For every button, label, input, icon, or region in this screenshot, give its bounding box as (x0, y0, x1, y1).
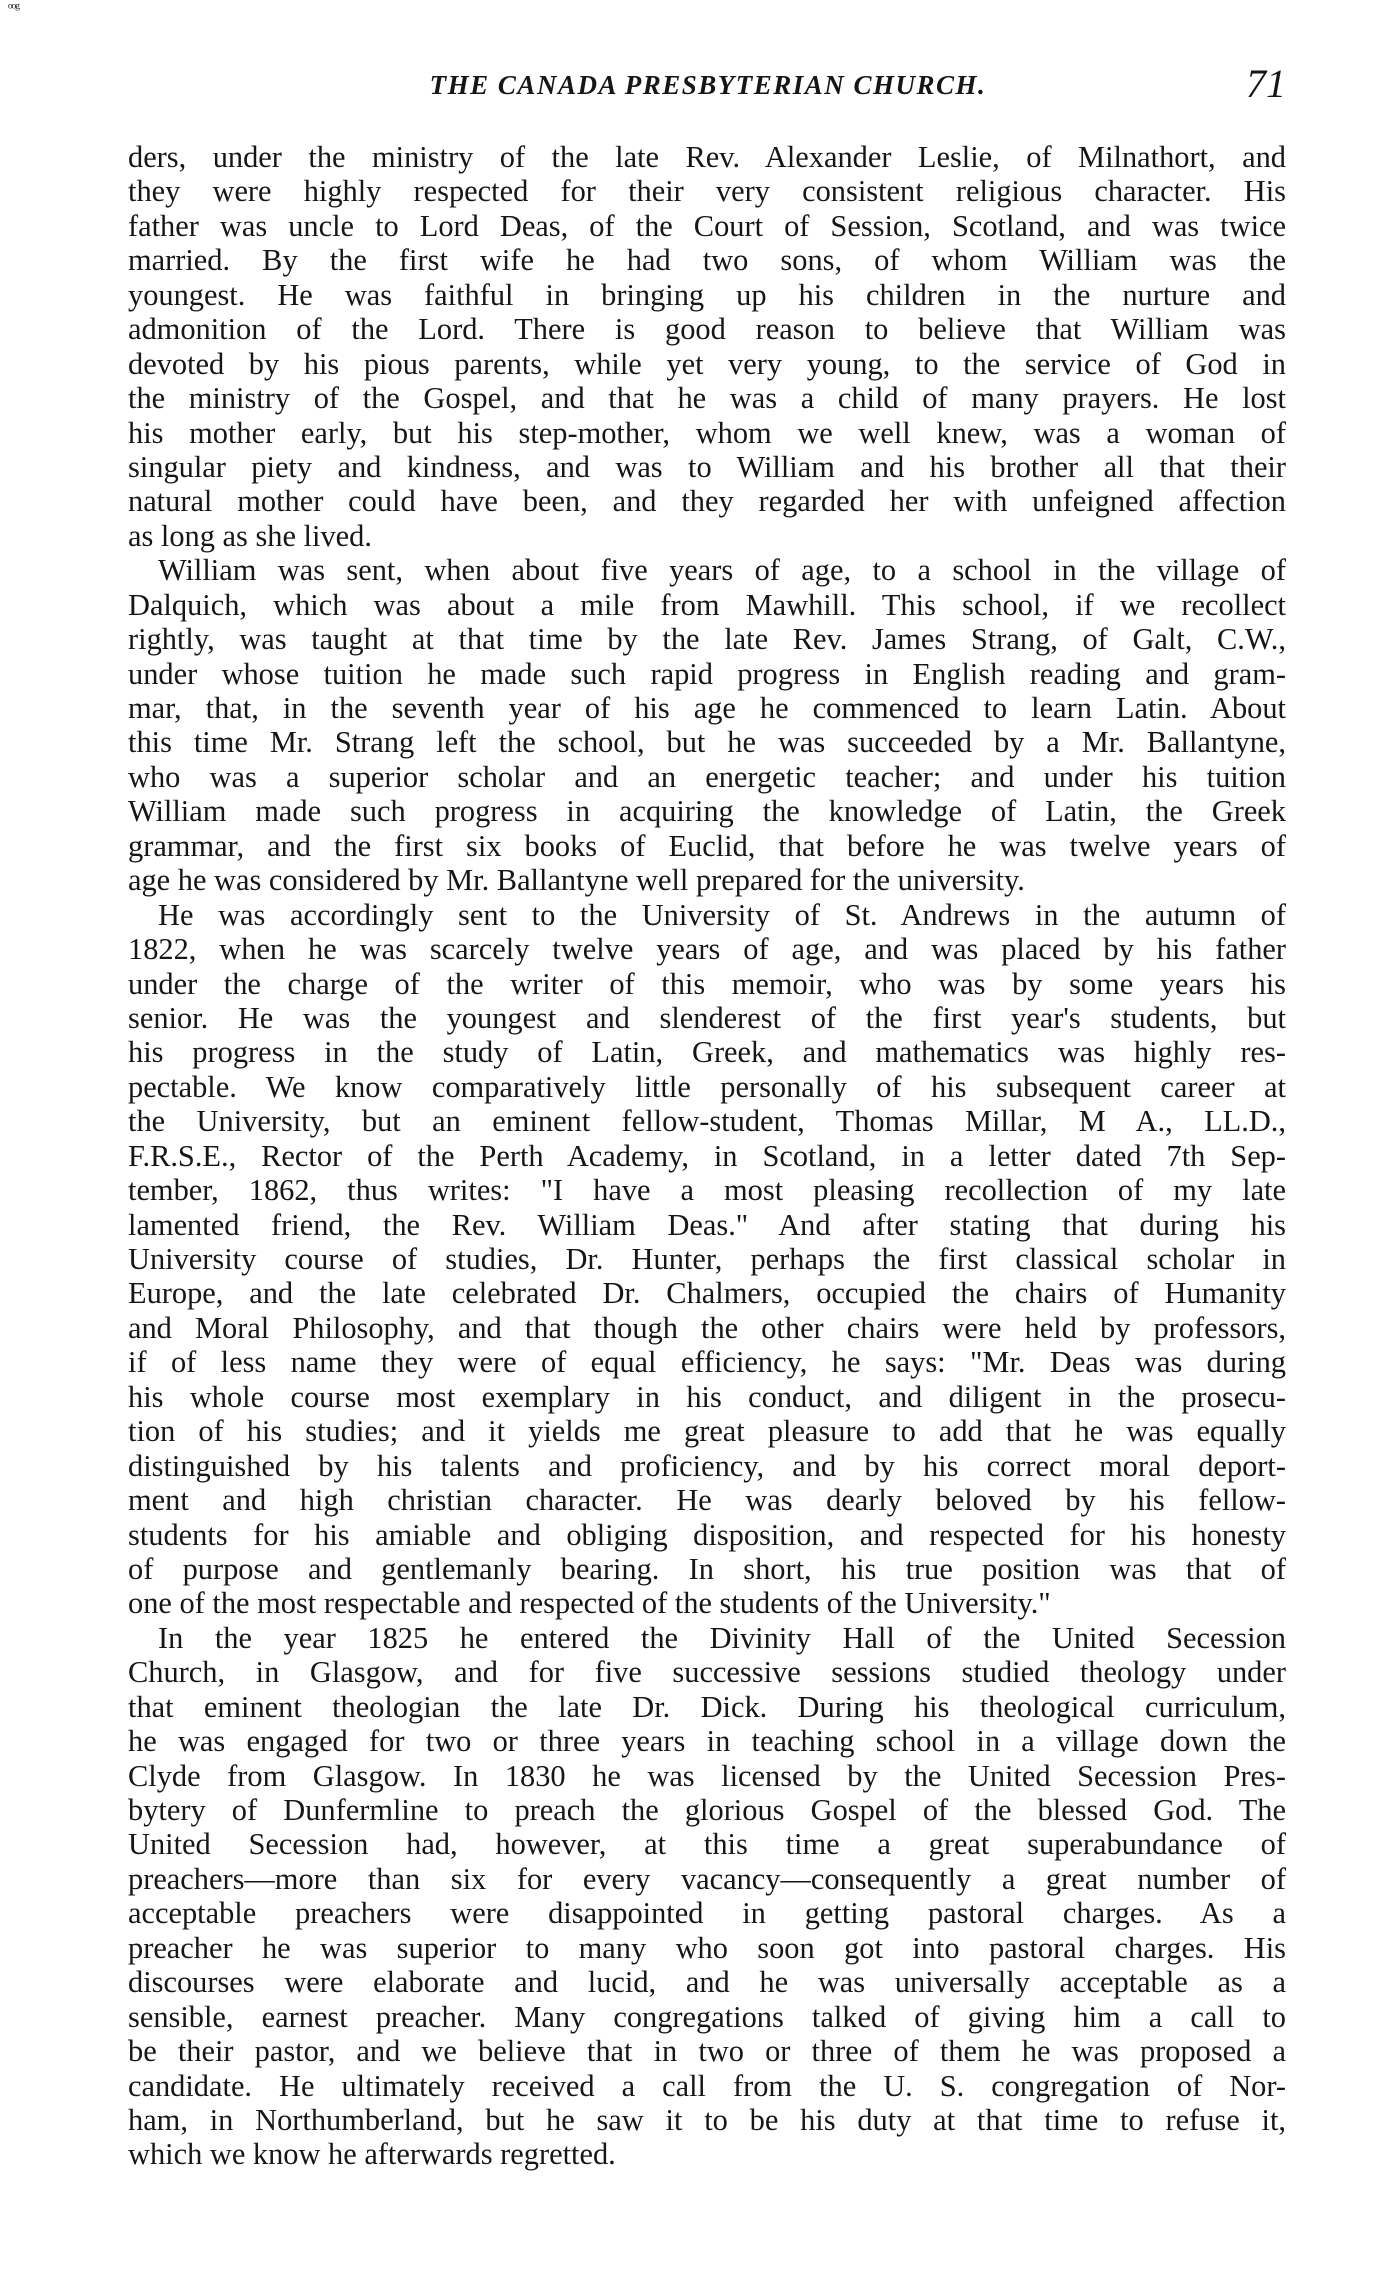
text-line: Europe, and the late celebrated Dr. Chalmers, occupied the chairs of Humanity (128, 1276, 1286, 1311)
text-line: devoted by his pious parents, while yet very young, to the service of God in (128, 346, 1286, 381)
text-line: senior. He was the youngest and slenderest of the first year's students, but (128, 1000, 1286, 1035)
text-line: candidate. He ultimately received a call from the U. S. congregation of Nor- (128, 2068, 1286, 2103)
text-line: ders, under the ministry of the late Rev. Alexander Leslie, of Milnathort, and (128, 140, 1286, 174)
text-line: Church, in Glasgow, and for five successive sessions studied theology under (128, 1655, 1286, 1690)
text-line: admonition of the Lord. There is good reason to believe that William was (128, 312, 1286, 347)
text-line: William made such progress in acquiring the knowledge of Latin, the Greek (128, 794, 1286, 829)
text-line: and Moral Philosophy, and that though the other chairs were held by professors, (128, 1310, 1286, 1345)
text-line: singular piety and kindness, and was to William and his brother all that their (128, 449, 1286, 484)
text-line: father was uncle to Lord Deas, of the Court of Session, Scotland, and was twice (128, 208, 1286, 243)
text-line: discourses were elaborate and lucid, and he was universally acceptable as a (128, 1965, 1286, 2000)
text-line: 1822, when he was scarcely twelve years of age, and was placed by his father (128, 932, 1286, 967)
text-line: distinguished by his talents and proficiency, and by his correct moral deport- (128, 1448, 1286, 1483)
text-line: who was a superior scholar and an energetic teacher; and under his tuition (128, 759, 1286, 794)
text-line: married. By the first wife he had two sons, of whom William was the (128, 243, 1286, 278)
page-corner-mark: ᵒᵒᵍ (8, 0, 20, 17)
text-line: be their pastor, and we believe that in two or three of them he was proposed a (128, 2034, 1286, 2069)
text-line: this time Mr. Strang left the school, but he was succeeded by a Mr. Ballantyne, (128, 725, 1286, 760)
text-line: William was sent, when about five years of age, to a school in the village of (158, 553, 1286, 588)
text-line: one of the most respectable and respected of the students of the University." (128, 1586, 1051, 1621)
text-line: his mother early, but his step-mother, whom we well knew, was a woman of (128, 415, 1286, 450)
text-line: ment and high christian character. He was dearly beloved by his fellow- (128, 1483, 1286, 1518)
text-line: pectable. We know comparatively little personally of his subsequent career at (128, 1069, 1286, 1104)
text-line: students for his amiable and obliging disposition, and respected for his honesty (128, 1517, 1286, 1552)
page-header (130, 60, 1286, 110)
text-line: the ministry of the Gospel, and that he was a child of many prayers. He lost (128, 381, 1286, 416)
text-line: In the year 1825 he entered the Divinity Hall of the United Secession (158, 1620, 1286, 1655)
text-line: under the charge of the writer of this memoir, who was by some years his (128, 966, 1286, 1001)
text-line: of purpose and gentlemanly bearing. In short, his true position was that of (128, 1551, 1286, 1586)
body-text (128, 140, 1286, 2172)
text-line: acceptable preachers were disappointed in getting pastoral charges. As a (128, 1896, 1286, 1931)
text-line: his whole course most exemplary in his conduct, and diligent in the prosecu- (128, 1379, 1286, 1414)
text-line: University course of studies, Dr. Hunter, perhaps the first classical scholar in (128, 1242, 1286, 1276)
text-line: as long as she lived. (128, 518, 372, 553)
text-line: Dalquich, which was about a mile from Mawhill. This school, if we recollect (128, 587, 1286, 622)
text-line: grammar, and the first six books of Euclid, that before he was twelve years of (128, 828, 1286, 863)
text-line: sensible, earnest preacher. Many congregations talked of giving him a call to (128, 1999, 1286, 2034)
running-title: THE CANADA PRESBYTERIAN CHURCH. (429, 70, 987, 100)
text-line: he was engaged for two or three years in teaching school in a village down the (128, 1724, 1286, 1759)
text-line: rightly, was taught at that time by the late Rev. James Strang, of Galt, C.W., (128, 622, 1286, 657)
text-line: bytery of Dunfermline to preach the glorious Gospel of the blessed God. The (128, 1793, 1286, 1827)
text-line: age he was considered by Mr. Ballantyne well prepared for the university. (128, 863, 1025, 898)
text-line: United Secession had, however, at this time a great superabundance of (128, 1827, 1286, 1862)
text-line: tion of his studies; and it yields me great pleasure to add that he was equally (128, 1414, 1286, 1449)
text-line: that eminent theologian the late Dr. Dick. During his theological curriculum, (128, 1689, 1286, 1724)
text-line: Clyde from Glasgow. In 1830 he was licensed by the United Secession Pres- (128, 1758, 1286, 1793)
text-line: under whose tuition he made such rapid progress in English reading and gram- (128, 656, 1286, 691)
text-line: preacher he was superior to many who soon got into pastoral charges. His (128, 1930, 1286, 1965)
page-number: 71 (1246, 61, 1286, 106)
text-line: which we know he afterwards regretted. (128, 2137, 616, 2172)
text-line: mar, that, in the seventh year of his age he commenced to learn Latin. About (128, 691, 1286, 725)
text-line: F.R.S.E., Rector of the Perth Academy, in Scotland, in a letter dated 7th Sep- (128, 1138, 1286, 1173)
text-line: preachers—more than six for every vacancy—consequently a great number of (128, 1861, 1286, 1896)
text-line: they were highly respected for their very consistent religious character. His (128, 174, 1286, 209)
text-line: youngest. He was faithful in bringing up his children in the nurture and (128, 277, 1286, 312)
text-line: ham, in Northumberland, but he saw it to be his duty at that time to refuse it, (128, 2102, 1286, 2137)
text-line: if of less name they were of equal efficiency, he says: "Mr. Deas was during (128, 1345, 1286, 1380)
text-line: natural mother could have been, and they regarded her with unfeigned affection (128, 484, 1286, 519)
text-line: lamented friend, the Rev. William Deas." And after stating that during his (128, 1207, 1286, 1242)
text-line: tember, 1862, thus writes: "I have a most pleasing recollection of my late (128, 1173, 1286, 1208)
text-line: the University, but an eminent fellow-student, Thomas Millar, M A., LL.D., (128, 1104, 1286, 1139)
text-line: his progress in the study of Latin, Greek, and mathematics was highly res- (128, 1035, 1286, 1070)
text-line: He was accordingly sent to the University of St. Andrews in the autumn of (158, 897, 1286, 932)
